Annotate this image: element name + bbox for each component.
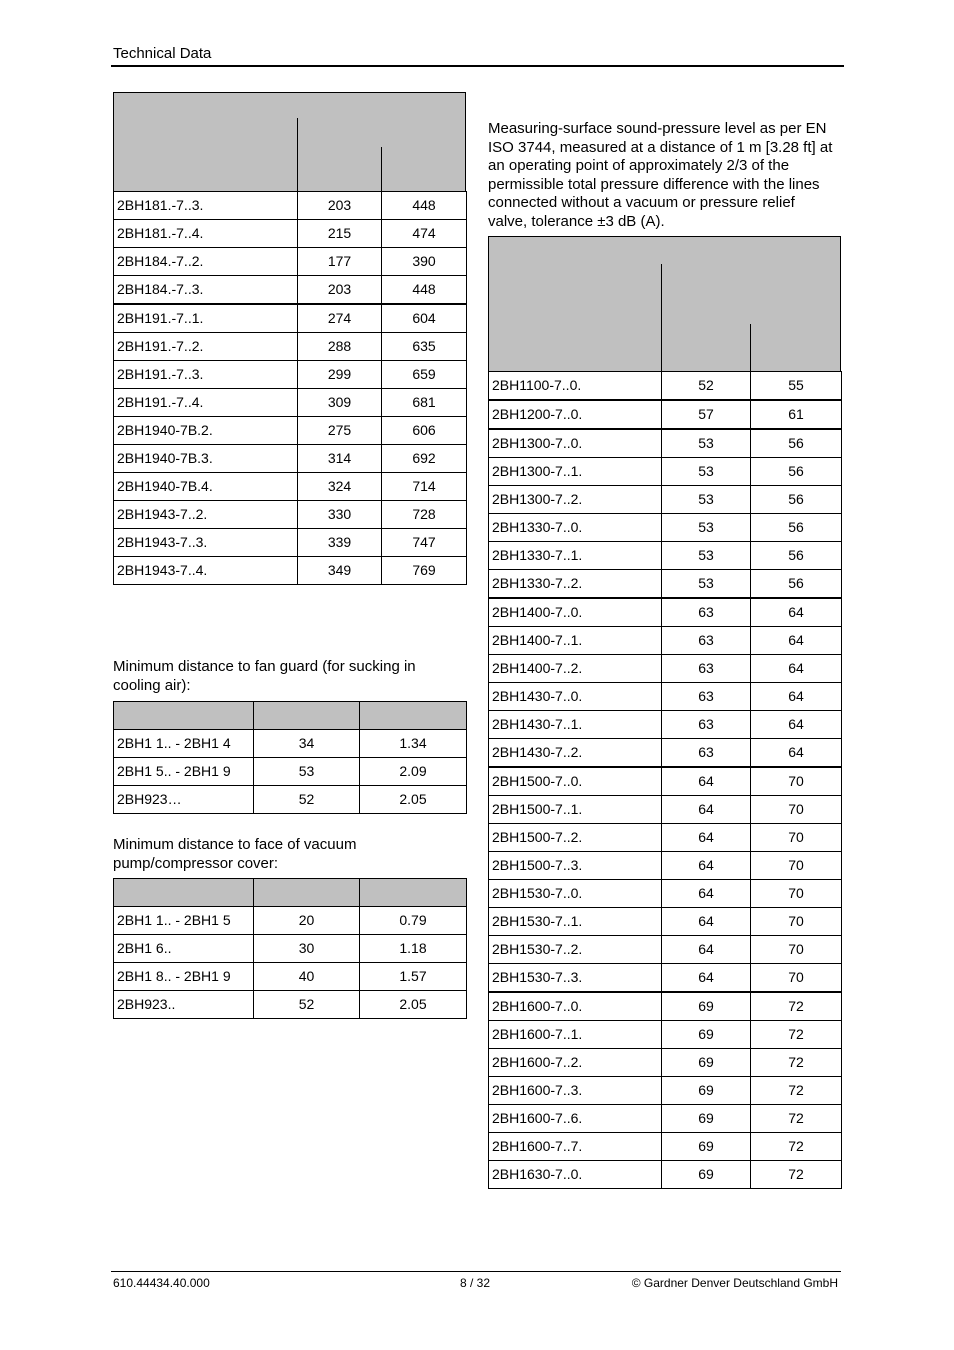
value-cell: 659 [382, 361, 467, 389]
value-cell: 70 [751, 964, 842, 993]
value-cell: 692 [382, 445, 467, 473]
value-cell: 70 [751, 936, 842, 964]
value-cell: 275 [298, 417, 382, 445]
model-cell: 2BH1330-7..0. [489, 514, 662, 542]
model-cell: 2BH1940-7B.3. [114, 445, 298, 473]
table-row [114, 529, 467, 557]
value-cell: 63 [662, 655, 751, 683]
model-cell: 2BH1430-7..2. [489, 739, 662, 768]
value-cell: 64 [662, 767, 751, 796]
table-row [489, 683, 842, 711]
table-row [489, 372, 842, 401]
table-row [489, 514, 842, 542]
value-cell: 448 [382, 276, 467, 305]
value-cell: 72 [751, 1133, 842, 1161]
value-cell: 63 [662, 739, 751, 768]
table-row [489, 1105, 842, 1133]
table-row [489, 598, 842, 627]
value-cell: 69 [662, 1049, 751, 1077]
table-row [489, 1021, 842, 1049]
model-cell: 2BH1400-7..2. [489, 655, 662, 683]
model-cell: 2BH923.. [114, 991, 254, 1019]
model-cell: 2BH1300-7..0. [489, 429, 662, 458]
value-cell: 635 [382, 333, 467, 361]
value-cell: 63 [662, 683, 751, 711]
value-cell: 64 [751, 655, 842, 683]
value-cell: 747 [382, 529, 467, 557]
value-cell: 64 [751, 739, 842, 768]
value-cell: 64 [662, 852, 751, 880]
table-row [489, 908, 842, 936]
table-header-cell [360, 702, 467, 730]
model-cell: 2BH184.-7..3. [114, 276, 298, 305]
value-cell: 604 [382, 304, 467, 333]
value-cell: 69 [662, 1161, 751, 1189]
table-row [489, 796, 842, 824]
model-cell: 2BH1500-7..0. [489, 767, 662, 796]
value-cell: 61 [751, 400, 842, 429]
value-cell: 474 [382, 220, 467, 248]
table-row [489, 1049, 842, 1077]
value-cell: 64 [662, 936, 751, 964]
model-cell: 2BH1430-7..0. [489, 683, 662, 711]
value-cell: 72 [751, 1049, 842, 1077]
value-cell: 309 [298, 389, 382, 417]
value-cell: 52 [254, 786, 360, 814]
table-row [114, 220, 467, 248]
value-cell: 64 [751, 711, 842, 739]
value-cell: 63 [662, 711, 751, 739]
value-cell: 0.79 [360, 907, 467, 935]
model-cell: 2BH1 8.. - 2BH1 9 [114, 963, 254, 991]
footer-page-number: 8 / 32 [459, 1276, 491, 1290]
table-row [489, 429, 842, 458]
table-row [114, 361, 467, 389]
value-cell: 72 [751, 1077, 842, 1105]
table-header-cell [114, 879, 254, 907]
model-cell: 2BH1 6.. [114, 935, 254, 963]
value-cell: 314 [298, 445, 382, 473]
table-row [489, 486, 842, 514]
sound-table-header [488, 236, 841, 372]
table-header-row [114, 879, 467, 907]
value-cell: 64 [662, 824, 751, 852]
value-cell: 299 [298, 361, 382, 389]
value-cell: 53 [662, 458, 751, 486]
model-cell: 2BH1600-7..0. [489, 992, 662, 1021]
value-cell: 20 [254, 907, 360, 935]
value-cell: 64 [662, 908, 751, 936]
model-cell: 2BH1943-7..2. [114, 501, 298, 529]
table-row [489, 1133, 842, 1161]
table-header-cell [114, 702, 254, 730]
model-cell: 2BH1600-7..3. [489, 1077, 662, 1105]
sound-header-divider [661, 264, 662, 372]
table-row [114, 248, 467, 276]
model-cell: 2BH1 1.. - 2BH1 4 [114, 730, 254, 758]
model-cell: 2BH1400-7..1. [489, 627, 662, 655]
model-cell: 2BH1500-7..3. [489, 852, 662, 880]
table-row [489, 1077, 842, 1105]
value-cell: 681 [382, 389, 467, 417]
page-header-title: Technical Data [113, 45, 212, 62]
table-header-cell [360, 879, 467, 907]
model-cell: 2BH923… [114, 786, 254, 814]
model-cell: 2BH1600-7..6. [489, 1105, 662, 1133]
table-row [489, 655, 842, 683]
table-row [489, 880, 842, 908]
value-cell: 56 [751, 514, 842, 542]
model-cell: 2BH1430-7..1. [489, 711, 662, 739]
value-cell: 339 [298, 529, 382, 557]
value-cell: 1.18 [360, 935, 467, 963]
table-row [114, 991, 467, 1019]
value-cell: 53 [662, 486, 751, 514]
value-cell: 64 [662, 964, 751, 993]
value-cell: 56 [751, 570, 842, 599]
table-header-row [114, 702, 467, 730]
value-cell: 606 [382, 417, 467, 445]
footer-doc-number: 610.44434.40.000 [113, 1276, 210, 1290]
table-row [489, 936, 842, 964]
model-cell: 2BH191.-7..2. [114, 333, 298, 361]
value-cell: 69 [662, 1105, 751, 1133]
model-cell: 2BH1600-7..2. [489, 1049, 662, 1077]
table-row [114, 758, 467, 786]
table-row [489, 1161, 842, 1189]
value-cell: 53 [662, 429, 751, 458]
value-cell: 72 [751, 1105, 842, 1133]
table-row [489, 400, 842, 429]
value-cell: 72 [751, 1021, 842, 1049]
value-cell: 64 [662, 880, 751, 908]
value-cell: 70 [751, 767, 842, 796]
value-cell: 1.57 [360, 963, 467, 991]
model-cell: 2BH1530-7..1. [489, 908, 662, 936]
footer-copyright: © Gardner Denver Deutschland GmbH [631, 1276, 838, 1290]
value-cell: 56 [751, 458, 842, 486]
value-cell: 324 [298, 473, 382, 501]
table-header-cell [254, 879, 360, 907]
table-row [114, 192, 467, 220]
value-cell: 56 [751, 542, 842, 570]
model-cell: 2BH181.-7..3. [114, 192, 298, 220]
table-row [114, 935, 467, 963]
table-row [114, 557, 467, 585]
value-cell: 330 [298, 501, 382, 529]
table-row [489, 711, 842, 739]
value-cell: 56 [751, 486, 842, 514]
value-cell: 714 [382, 473, 467, 501]
table-row [114, 473, 467, 501]
value-cell: 177 [298, 248, 382, 276]
model-cell: 2BH191.-7..3. [114, 361, 298, 389]
model-cell: 2BH1300-7..2. [489, 486, 662, 514]
table-row [114, 417, 467, 445]
table-row [114, 333, 467, 361]
sound-table [488, 371, 842, 1189]
value-cell: 448 [382, 192, 467, 220]
model-cell: 2BH181.-7..4. [114, 220, 298, 248]
model-cell: 2BH1400-7..0. [489, 598, 662, 627]
value-cell: 56 [751, 429, 842, 458]
weights-header-divider-2 [381, 147, 382, 192]
model-cell: 2BH1330-7..1. [489, 542, 662, 570]
value-cell: 53 [662, 542, 751, 570]
value-cell: 52 [254, 991, 360, 1019]
table-row [489, 627, 842, 655]
model-cell: 2BH1 1.. - 2BH1 5 [114, 907, 254, 935]
value-cell: 70 [751, 908, 842, 936]
model-cell: 2BH1300-7..1. [489, 458, 662, 486]
model-cell: 2BH1 5.. - 2BH1 9 [114, 758, 254, 786]
value-cell: 274 [298, 304, 382, 333]
table-row [114, 304, 467, 333]
model-cell: 2BH1600-7..7. [489, 1133, 662, 1161]
value-cell: 64 [751, 683, 842, 711]
table-row [489, 824, 842, 852]
fan-guard-caption: Minimum distance to fan guard (for sucking in cooling air): [113, 658, 416, 694]
table-row [114, 445, 467, 473]
weights-table-header [113, 92, 466, 192]
value-cell: 69 [662, 1133, 751, 1161]
model-cell: 2BH191.-7..4. [114, 389, 298, 417]
value-cell: 72 [751, 1161, 842, 1189]
table-row [489, 739, 842, 768]
value-cell: 70 [751, 852, 842, 880]
model-cell: 2BH1943-7..3. [114, 529, 298, 557]
model-cell: 2BH191.-7..1. [114, 304, 298, 333]
table-row [114, 907, 467, 935]
model-cell: 2BH1630-7..0. [489, 1161, 662, 1189]
fan-guard-table [113, 701, 467, 814]
model-cell: 2BH1500-7..1. [489, 796, 662, 824]
value-cell: 57 [662, 400, 751, 429]
cover-caption: Minimum distance to face of vacuum pump/compressor cover: [113, 836, 357, 872]
value-cell: 728 [382, 501, 467, 529]
value-cell: 69 [662, 1021, 751, 1049]
value-cell: 63 [662, 627, 751, 655]
cover-table [113, 878, 467, 1019]
table-row [489, 852, 842, 880]
table-row [489, 458, 842, 486]
footer-rule [111, 1271, 841, 1272]
value-cell: 2.05 [360, 991, 467, 1019]
value-cell: 53 [662, 514, 751, 542]
value-cell: 2.05 [360, 786, 467, 814]
table-row [114, 276, 467, 305]
value-cell: 69 [662, 1077, 751, 1105]
value-cell: 53 [254, 758, 360, 786]
model-cell: 2BH1530-7..0. [489, 880, 662, 908]
table-row [114, 786, 467, 814]
value-cell: 63 [662, 598, 751, 627]
value-cell: 1.34 [360, 730, 467, 758]
value-cell: 30 [254, 935, 360, 963]
weights-header-divider [297, 118, 298, 192]
weights-table [113, 191, 467, 585]
model-cell: 2BH1100-7..0. [489, 372, 662, 401]
model-cell: 2BH1600-7..1. [489, 1021, 662, 1049]
value-cell: 40 [254, 963, 360, 991]
value-cell: 70 [751, 796, 842, 824]
value-cell: 52 [662, 372, 751, 401]
value-cell: 215 [298, 220, 382, 248]
table-row [489, 542, 842, 570]
model-cell: 2BH1330-7..2. [489, 570, 662, 599]
model-cell: 2BH1940-7B.2. [114, 417, 298, 445]
value-cell: 769 [382, 557, 467, 585]
value-cell: 64 [751, 627, 842, 655]
value-cell: 70 [751, 880, 842, 908]
value-cell: 69 [662, 992, 751, 1021]
table-row [489, 992, 842, 1021]
sound-header-divider-2 [750, 324, 751, 372]
value-cell: 34 [254, 730, 360, 758]
sound-caption: Measuring-surface sound-pressure level as per EN ISO 3744, measured at a distance of 1 m [3.28 ft] at an operating point of approximately 2/3 of the permissible total pressure difference with the lines connected without a vacuum or pressure relief valve, tolerance ±3 dB (A). [488, 120, 833, 230]
value-cell: 349 [298, 557, 382, 585]
value-cell: 53 [662, 570, 751, 599]
value-cell: 64 [662, 796, 751, 824]
model-cell: 2BH1200-7..0. [489, 400, 662, 429]
table-row [114, 963, 467, 991]
model-cell: 2BH1530-7..3. [489, 964, 662, 993]
value-cell: 203 [298, 192, 382, 220]
table-row [114, 730, 467, 758]
model-cell: 2BH1943-7..4. [114, 557, 298, 585]
table-row [489, 570, 842, 599]
header-rule [111, 65, 844, 67]
value-cell: 2.09 [360, 758, 467, 786]
model-cell: 2BH1940-7B.4. [114, 473, 298, 501]
table-header-cell [254, 702, 360, 730]
value-cell: 70 [751, 824, 842, 852]
value-cell: 55 [751, 372, 842, 401]
value-cell: 288 [298, 333, 382, 361]
model-cell: 2BH1530-7..2. [489, 936, 662, 964]
value-cell: 64 [751, 598, 842, 627]
value-cell: 390 [382, 248, 467, 276]
model-cell: 2BH1500-7..2. [489, 824, 662, 852]
table-row [114, 501, 467, 529]
table-row [489, 964, 842, 993]
model-cell: 2BH184.-7..2. [114, 248, 298, 276]
table-row [114, 389, 467, 417]
table-row [489, 767, 842, 796]
value-cell: 203 [298, 276, 382, 305]
value-cell: 72 [751, 992, 842, 1021]
